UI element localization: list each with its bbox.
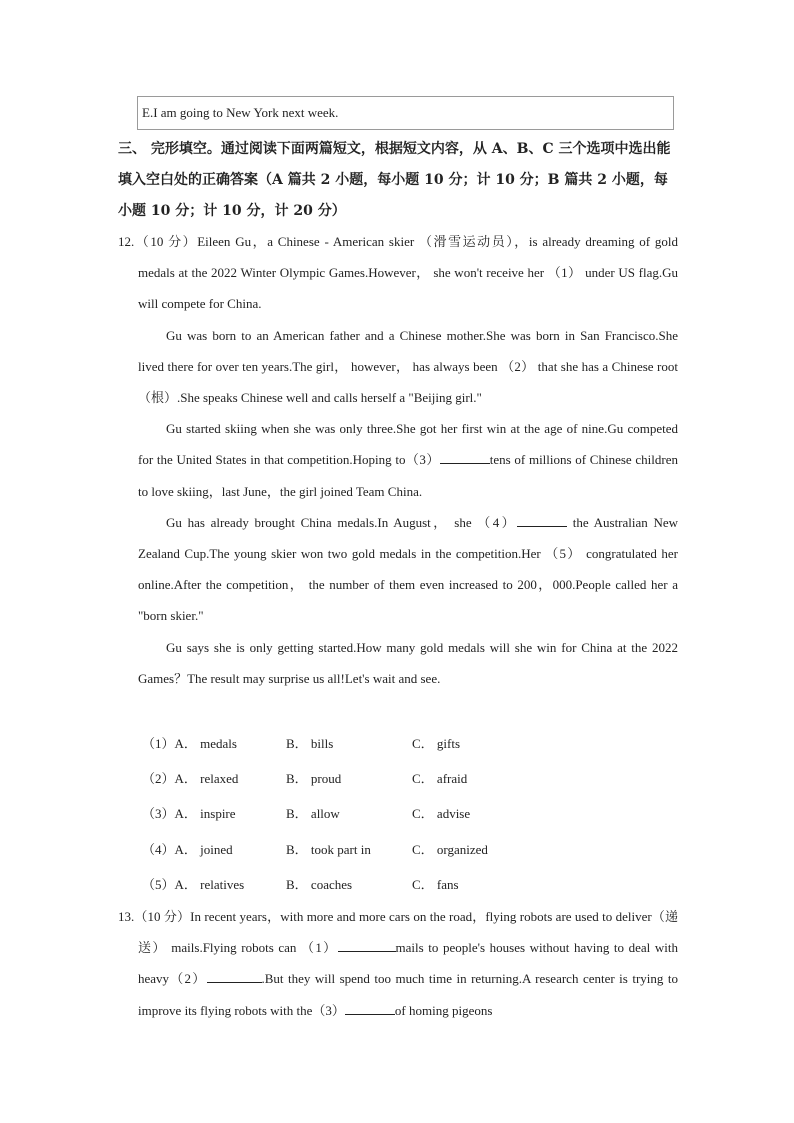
option-3-c[interactable]: C． advise: [412, 806, 471, 822]
q12-p4-end: the Australian New Zealand Cup.The young skier won two gold medals in the competition.Her （5） congratulated her online.After the competition， the number of them even increased to 200，000.People called her a "born skier.": [138, 514, 678, 624]
option-1-a[interactable]: [142, 726, 237, 761]
q12-p3-start: Gu started skiing when she was only three.She got her first win at the age of nine.Gu competed for the United States in that competition.Hoping to（3）: [138, 421, 678, 468]
section-3-heading: 三、 完形填空。通过阅读下面两篇短文，根据短文内容，从 A、B、C 三个选项中选出能填入空白处的正确答案（A 篇共 2 小题，每小题 10 分；计 10 分；B 篇共 2 小题，每小题 10 分；计 10 分，计 20 分）: [118, 141, 671, 219]
option-number: （3）: [142, 806, 175, 822]
option-3-a[interactable]: [142, 796, 236, 831]
option-number: （4）: [142, 841, 175, 857]
q12-paragraph-3: [118, 413, 678, 507]
option-number: （1）: [142, 736, 175, 751]
question-12: [118, 226, 678, 694]
option-a-label: A． medals: [174, 736, 237, 751]
option-number: （5）: [142, 876, 175, 892]
option-2-b[interactable]: B． proud: [286, 771, 342, 787]
option-row-1: [142, 726, 562, 761]
q12-p3-end: tens of millions of Chinese children to love skiing，last June，the girl joined Team China.: [138, 452, 678, 499]
q13-p1-part-b: mails to people's houses without having to deal with heavy（2）: [138, 940, 678, 987]
option-a-label: A． inspire: [174, 806, 236, 822]
blank-13-1: [338, 939, 396, 952]
option-a-label: A． joined: [174, 841, 233, 857]
q12-paragraph-4: [118, 507, 678, 632]
option-a-label: A． relaxed: [174, 771, 239, 787]
option-5-a[interactable]: [142, 867, 244, 902]
option-1-b[interactable]: B． bills: [286, 736, 334, 751]
option-2-a[interactable]: [142, 761, 238, 796]
q12-options: [142, 726, 562, 902]
option-e-text: E.I am going to New York next week.: [142, 105, 339, 120]
option-2-c[interactable]: C． afraid: [412, 771, 468, 787]
option-row-3: [142, 796, 562, 831]
option-row-4: [142, 832, 562, 867]
blank-4: [517, 514, 567, 527]
q12-paragraph-5: Gu says she is only getting started.How many gold medals will she win for China at the 2022 Games？The result may surprise us all!Let's wait and see.: [138, 639, 678, 686]
blank-3: [440, 451, 490, 464]
option-5-b[interactable]: B． coaches: [286, 876, 353, 892]
q12-p4-start: Gu has already brought China medals.In August， she （4）: [166, 514, 518, 530]
option-5-c[interactable]: C． fans: [412, 876, 459, 892]
q12-paragraph-2: Gu was born to an American father and a Chinese mother.She was born in San Francisco.She lived there for over ten years.The girl， however， has always been （2） that she has a Chinese root （根）.She speaks Chinese well and calls herself a "Beijing girl.": [138, 327, 678, 406]
option-4-c[interactable]: C． organized: [412, 841, 488, 857]
q13-p1-part-d: of homing pigeons: [394, 1002, 493, 1018]
option-4-a[interactable]: [142, 832, 233, 867]
option-4-b[interactable]: B． took part in: [286, 841, 371, 857]
option-3-b[interactable]: B． allow: [286, 806, 340, 822]
q13-p1-part-c: .But they will spend too much time in returning.A research center is trying to improve its flying robots with the（3）: [138, 971, 678, 1018]
blank-13-2: [207, 970, 262, 983]
option-row-2: [142, 761, 562, 796]
q13-p1-part-a: 13.（10 分）In recent years，with more and more cars on the road，flying robots are used to deliver（递送） mails.Flying robots can （1）: [118, 909, 678, 956]
option-number: （2）: [142, 771, 175, 787]
q13-paragraph-1: [118, 901, 678, 1026]
option-1-c[interactable]: C． gifts: [412, 736, 461, 751]
option-e-box: [137, 96, 674, 130]
blank-13-3: [345, 1002, 395, 1015]
option-a-label: A． relatives: [174, 876, 245, 892]
option-row-5: [142, 867, 562, 902]
question-13: [118, 901, 678, 1026]
q12-paragraph-1: 12.（10 分）Eileen Gu，a Chinese - American skier （滑雪运动员），is already dreaming of gold medals at the 2022 Winter Olympic Games.However， she won't receive her （1） under US flag.Gu will compete for China.: [118, 234, 678, 312]
